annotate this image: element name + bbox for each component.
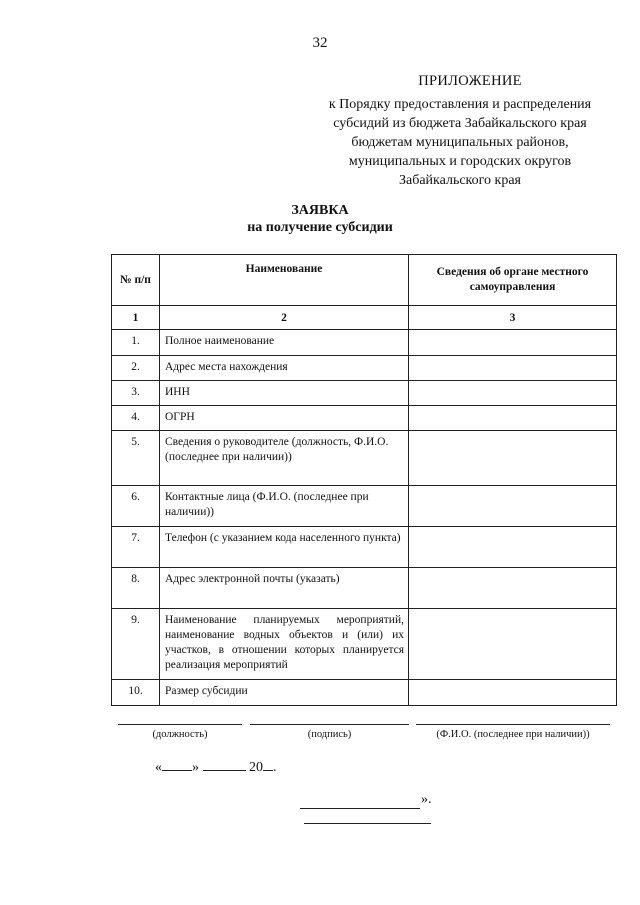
signature-line[interactable] [250,724,409,725]
row-name: Адрес электронной почты (указать) [160,568,409,609]
table-header-row [112,255,617,306]
row-value-cell[interactable] [409,568,617,609]
date-end: . [273,760,277,775]
appendix-subtitle-line: бюджетам муниципальных районов, [351,135,569,150]
table-row [112,330,617,356]
row-name: Контактные лица (Ф.И.О. (последнее при наличии)) [160,486,409,527]
row-value-cell[interactable] [409,486,617,527]
column-number: 1 [112,306,160,330]
row-name: Размер субсидии [160,680,409,706]
row-number: 4. [112,406,160,431]
row-number: 2. [112,356,160,381]
row-number: 6. [112,486,160,527]
position-label: (должность) [152,729,208,740]
page-number: 32 [312,35,328,51]
table-row [112,527,617,568]
header-name: Наименование [160,255,409,306]
row-number: 9. [112,609,160,680]
year-prefix: 20 [249,760,263,775]
name-label: (Ф.И.О. (последнее при наличии)) [436,729,590,740]
row-number: 1. [112,330,160,356]
row-value-cell[interactable] [409,330,617,356]
row-value-cell[interactable] [409,680,617,706]
row-name: Полное наименование [160,330,409,356]
table-row [112,568,617,609]
month-blank[interactable] [203,758,246,771]
header-info: Сведения об органе местного самоуправления [409,255,617,306]
date-close-quote: » [192,760,199,775]
date-row [155,758,277,776]
row-value-cell[interactable] [409,527,617,568]
row-name: ИНН [160,381,409,406]
bottom-line [304,823,431,824]
row-number: 8. [112,568,160,609]
row-name: ОГРН [160,406,409,431]
column-number-row [112,306,617,330]
table-row [112,406,617,431]
row-name: Адрес места нахождения [160,356,409,381]
header-number: № п/п [112,255,160,306]
application-table [111,254,617,706]
table-row [112,381,617,406]
appendix-subtitle-line: Забайкальского края [398,173,521,188]
row-number: 3. [112,381,160,406]
position-line[interactable] [118,724,242,725]
row-name: Наименование планируемых мероприятий, наименование водных объектов и (или) их участков, в отношении которых планируется реализация мероприятий [160,609,409,680]
table-row [112,431,617,486]
row-value-cell[interactable] [409,609,617,680]
appendix-title: ПРИЛОЖЕНИЕ [418,73,522,89]
name-line[interactable] [416,724,610,725]
row-value-cell[interactable] [409,431,617,486]
closing-quote: ». [421,792,432,807]
row-value-cell[interactable] [409,406,617,431]
appendix-subtitle-line: муниципальных и городских округов [348,154,572,169]
row-name: Телефон (с указанием кода населенного пункта) [160,527,409,568]
row-number: 10. [112,680,160,706]
column-number: 2 [160,306,409,330]
row-name: Сведения о руководителе (должность, Ф.И.О. (последнее при наличии)) [160,431,409,486]
closing-line [300,808,420,809]
year-blank[interactable] [263,758,273,771]
row-value-cell[interactable] [409,356,617,381]
table-row [112,680,617,706]
appendix-subtitle-line: субсидий из бюджета Забайкальского края [333,116,587,131]
form-title: ЗАЯВКА [291,203,349,218]
table-row [112,356,617,381]
row-value-cell[interactable] [409,381,617,406]
table-row [112,486,617,527]
row-number: 7. [112,527,160,568]
row-number: 5. [112,431,160,486]
column-number: 3 [409,306,617,330]
day-blank[interactable] [162,758,192,771]
appendix-subtitle [300,95,620,190]
date-open-quote: « [155,760,162,775]
appendix-subtitle-line: к Порядку предоставления и распределения [328,97,592,112]
signature-label: (подпись) [307,729,352,740]
form-subtitle: на получение субсидии [247,220,393,235]
table-row [112,609,617,680]
